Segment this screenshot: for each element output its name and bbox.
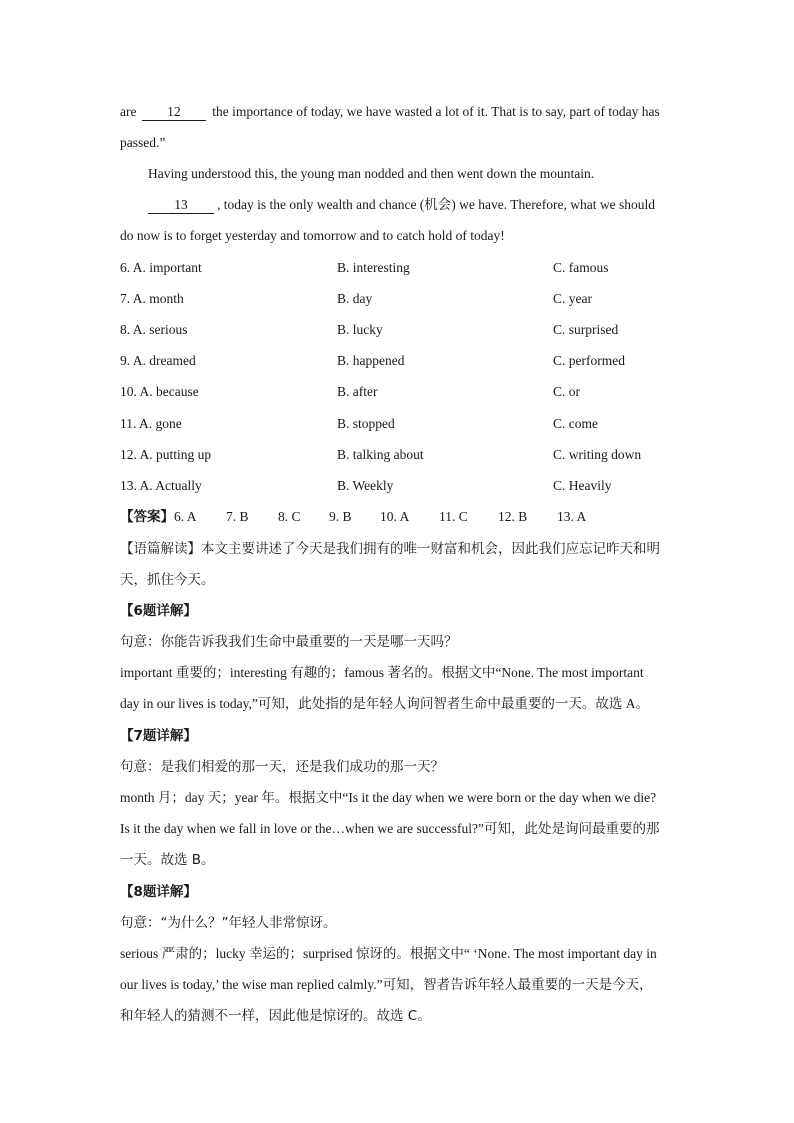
passage-text: , today is the only wealth and chance (机会) we have. Therefore, what we should (217, 197, 655, 212)
passage-line-2: passed.” (120, 135, 166, 150)
option-a: 6. A. important (120, 260, 202, 275)
option-row-7 (120, 289, 680, 309)
option-c: C. writing down (553, 447, 642, 462)
q7-line-2: Is it the day when we fall in love or the…when we are successful?”可知，此处是询问最重要的那 (120, 821, 660, 836)
q7-line-3: 一天。故选 B。 (120, 852, 215, 868)
q8-heading: 【8题详解】 (120, 884, 197, 900)
option-c: C. famous (553, 260, 609, 275)
option-c: C. Heavily (553, 478, 612, 493)
option-b: B. talking about (337, 447, 424, 462)
option-c: C. come (553, 416, 598, 431)
option-row-12 (120, 445, 680, 465)
option-b: B. day (337, 291, 373, 306)
q7-heading: 【7题详解】 (120, 728, 197, 744)
option-row-10 (120, 382, 680, 402)
answer-item: 10. A (380, 509, 410, 524)
answer-item: 8. C (278, 509, 301, 524)
q8-meaning: 句意：“为什么？”年轻人非常惊讶。 (120, 915, 337, 931)
passage-line-3: Having understood this, the young man nodded and then went down the mountain. (148, 166, 595, 181)
q6-heading: 【6题详解】 (120, 603, 197, 619)
option-row-6 (120, 258, 680, 278)
option-c: C. or (553, 384, 580, 399)
passage-text: the importance of today, we have wasted a lot of it. That is to say, part of today has (212, 104, 660, 119)
q8-line-3: 和年轻人的猜测不一样，因此他是惊讶的。故选 C。 (120, 1008, 431, 1024)
option-row-8 (120, 320, 680, 340)
q7-line-1: month 月；day 天；year 年。根据文中“Is it the day when we were born or the day when we die? (120, 790, 657, 805)
option-row-11 (120, 414, 680, 434)
option-c: C. performed (553, 353, 625, 368)
option-a: 13. A. Actually (120, 478, 202, 493)
option-a: 12. A. putting up (120, 447, 212, 462)
option-a: 9. A. dreamed (120, 353, 196, 368)
q8-line-1: serious 严肃的；lucky 幸运的；surprised 惊讶的。根据文中“ ‘None. The most important day in (120, 946, 657, 961)
option-b: B. happened (337, 353, 405, 368)
option-b: B. interesting (337, 260, 410, 275)
passage-text: are (120, 104, 137, 119)
q8-line-2: our lives is today,’ the wise man replied calmly.”可知，智者告诉年轻人最重要的一天是今天， (120, 977, 653, 992)
option-c: C. surprised (553, 322, 619, 337)
passage-line-5: do now is to forget yesterday and tomorrow and to catch hold of today! (120, 228, 505, 243)
option-b: B. stopped (337, 416, 395, 431)
analysis-line-2: 天，抓住今天。 (120, 572, 215, 588)
answer-item: 7. B (226, 509, 249, 524)
option-b: B. lucky (337, 322, 383, 337)
option-a: 10. A. because (120, 384, 199, 399)
q7-meaning: 句意：是我们相爱的那一天，还是我们成功的那一天？ (120, 759, 444, 775)
passage-line-1 (120, 102, 680, 122)
answer-item: 6. A (174, 509, 197, 524)
option-b: B. Weekly (337, 478, 394, 493)
blank-12: 12 (142, 104, 206, 121)
answer-label: 【答案】 (120, 509, 174, 525)
answer-item: 11. C (439, 509, 468, 524)
option-c: C. year (553, 291, 592, 306)
option-b: B. after (337, 384, 378, 399)
option-row-13 (120, 476, 680, 496)
q6-line-1: important 重要的；interesting 有趣的；famous 著名的。根据文中“None. The most important (120, 665, 644, 680)
answer-row (120, 507, 586, 527)
option-a: 11. A. gone (120, 416, 182, 431)
answer-item: 13. A (557, 509, 587, 524)
option-a: 7. A. month (120, 291, 184, 306)
option-a: 8. A. serious (120, 322, 188, 337)
analysis-line-1: 【语篇解读】本文主要讲述了今天是我们拥有的唯一财富和机会，因此我们应忘记昨天和明 (120, 541, 660, 557)
passage-line-4 (148, 195, 708, 215)
answer-item: 12. B (498, 509, 528, 524)
answer-item: 9. B (329, 509, 352, 524)
q6-line-2: day in our lives is today,”可知，此处指的是年轻人询问智者生命中最重要的一天。故选 A。 (120, 696, 649, 711)
q6-meaning: 句意：你能告诉我我们生命中最重要的一天是哪一天吗？ (120, 634, 458, 650)
blank-13: 13 (148, 197, 214, 214)
option-row-9 (120, 351, 680, 371)
